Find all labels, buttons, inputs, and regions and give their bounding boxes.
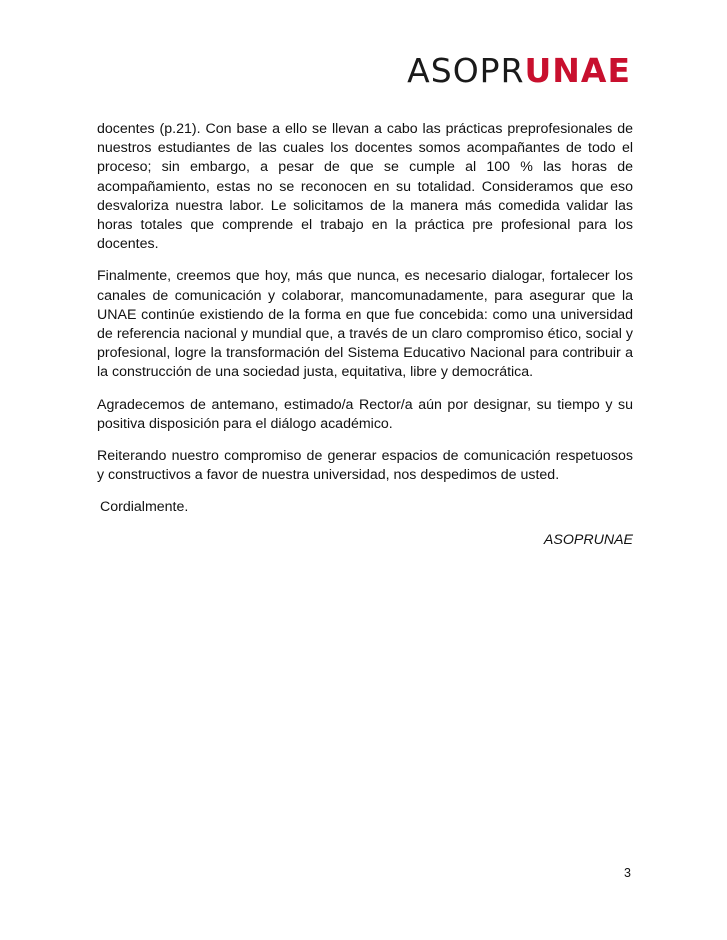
logo-text-unae: UNAE: [524, 51, 631, 90]
paragraph-finalmente: Finalmente, creemos que hoy, más que nunca, es necesario dialogar, fortalecer los canales de comunicación y colaborar, mancomunadamente, para asegurar que la UNAE continúe existiendo de la forma en que fue concebida: como una universidad de referencia nacional y mundial que, a través de un claro compromiso ético, social y profesional, logre la transformación del Sistema Educativo Nacional para contribuir a la construcción de una sociedad justa, equitativa, libre y democrática.: [97, 268, 633, 381]
signature: ASOPRUNAE: [543, 531, 633, 548]
paragraph-agradecemos: Agradecemos de antemano, estimado/a Rector/a aún por designar, su tiempo y su positiva disposición para el diálogo académico.: [97, 396, 633, 432]
asoprunae-logo: [407, 51, 631, 90]
paragraph-practicas: docentes (p.21). Con base a ello se llevan a cabo las prácticas preprofesionales de nuestros estudiantes de las cuales los docentes somos acompañantes de todo el proceso; sin embargo, a pesar de que se cumple al 100 % las horas de acompañamiento, estas no se reconocen en su totalidad. Consideramos que eso desvaloriza nuestra labor. Le solicitamos de la manera más comedida validar las horas totales que comprende el trabajo en la práctica pre profesional para los docentes.: [97, 121, 633, 253]
paragraph-reiterando: Reiterando nuestro compromiso de generar espacios de comunicación respetuosos y constructivos a favor de nuestra universidad, nos despedimos de usted.: [97, 448, 633, 484]
closing-salutation: Cordialmente.: [100, 499, 189, 516]
logo-text-asopr: ASOPR: [407, 51, 525, 90]
page-number: 3: [624, 866, 631, 880]
letter-body: [97, 120, 633, 550]
